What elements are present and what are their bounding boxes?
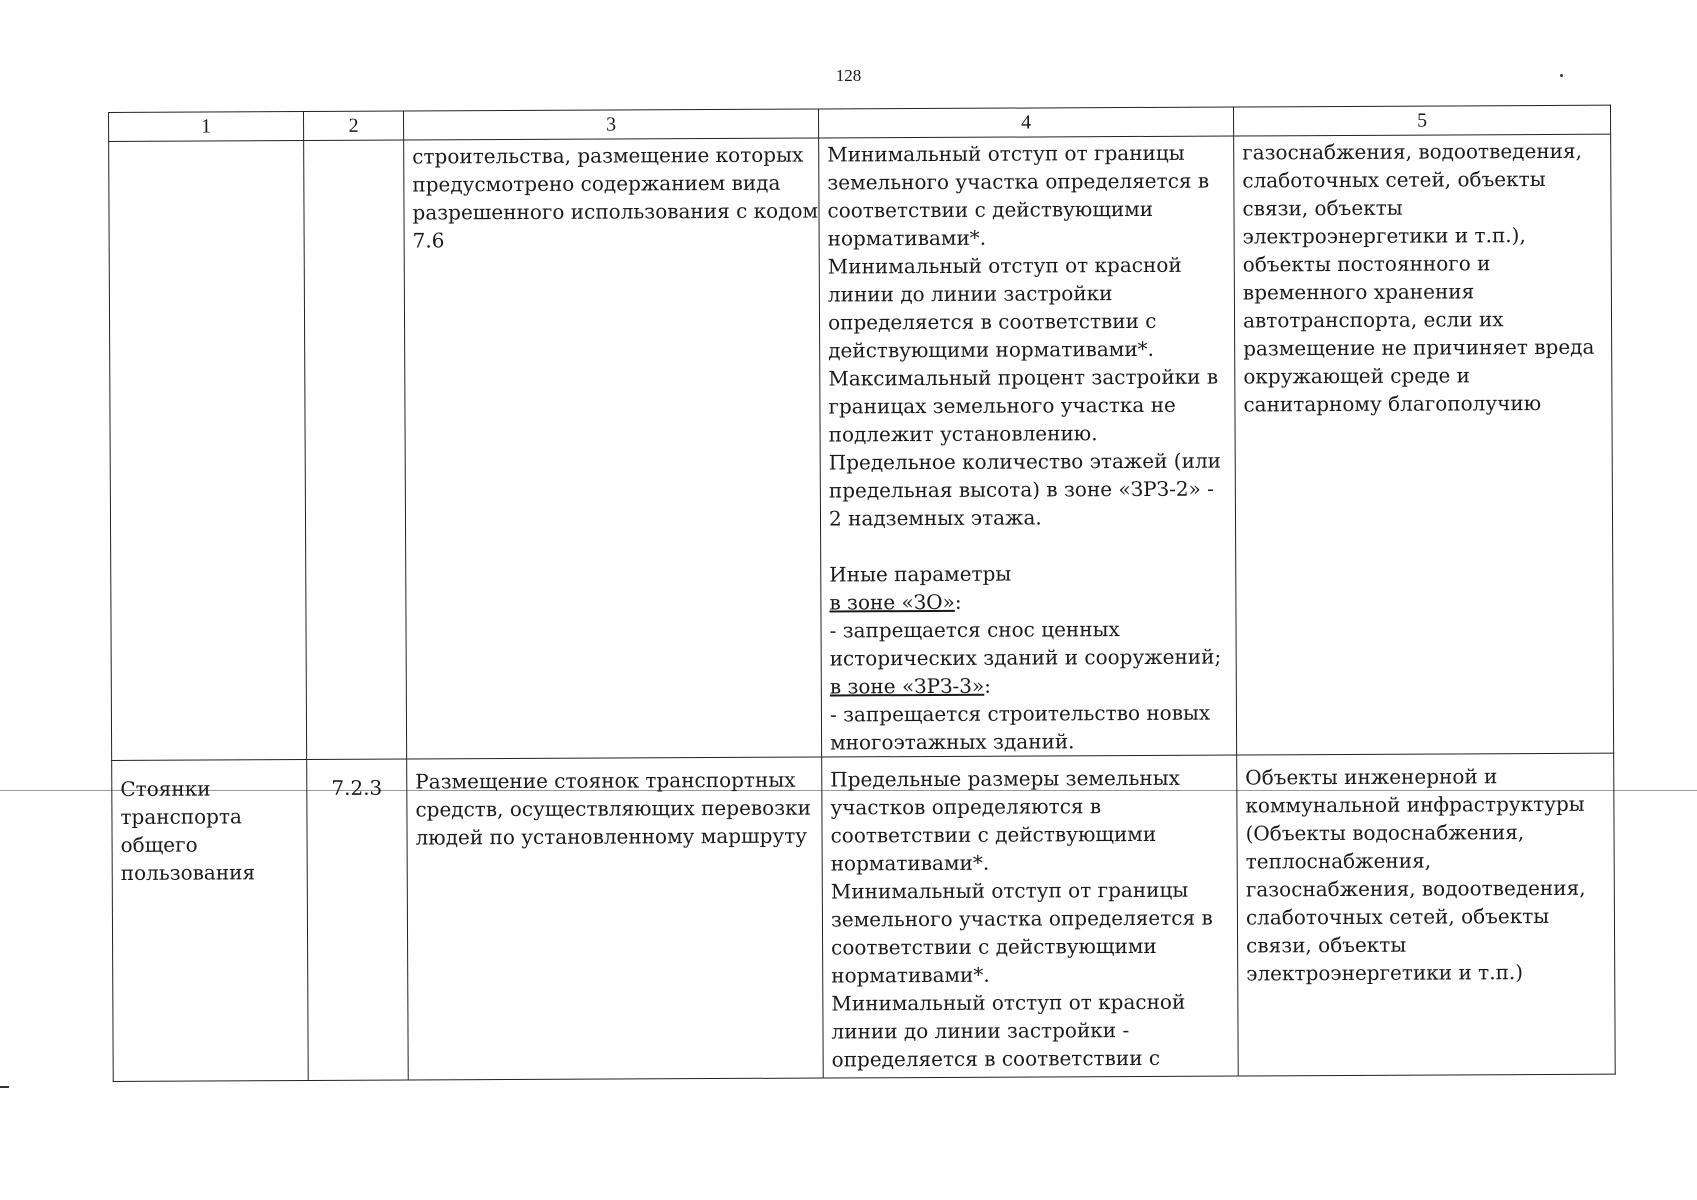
text-line: Предельное количество этажей (или	[828, 448, 1222, 475]
text-line: газоснабжения, водоотведения,	[1245, 875, 1586, 902]
text-line: определяется в соответствии с	[827, 308, 1157, 335]
text-line: газоснабжения, водоотведения,	[1242, 138, 1582, 165]
text-line: соответствии с действующими	[831, 933, 1157, 960]
text-line: общего	[120, 832, 198, 857]
text-line: подлежит установлению.	[828, 421, 1098, 447]
text-line: электроэнергетики и т.п.),	[1242, 223, 1526, 249]
text-line: Минимальный отступ от границы	[830, 877, 1189, 904]
text-line: соответствии с действующими	[827, 196, 1154, 223]
text-line: линии до линии застройки	[827, 281, 1113, 307]
row1-col2-cell	[304, 140, 407, 759]
text-line: объекты постоянного и	[1242, 251, 1491, 277]
regulations-table	[108, 105, 1615, 1082]
text-line: средств, осуществляющих перевозки	[415, 795, 811, 822]
text-line: 2 надземных этажа.	[828, 505, 1042, 531]
row2-col4-cell	[822, 755, 1239, 1078]
table-row	[109, 134, 1614, 760]
header-col-1: 1	[109, 112, 304, 142]
text-line: временного хранения	[1242, 279, 1475, 305]
text-line: строительства, размещение которых	[412, 142, 804, 169]
text-line: слаботочных сетей, объекты	[1245, 903, 1550, 930]
scan-artifact-tick	[0, 1086, 9, 1088]
row1-col4-cell	[819, 136, 1237, 757]
text-line: Иные параметры	[829, 561, 1012, 587]
colon: :	[984, 673, 992, 698]
colon: :	[954, 589, 962, 614]
text-line: - запрещается строительство новых	[829, 700, 1211, 727]
text-line: нормативами*.	[830, 850, 990, 876]
text-line: Максимальный процент застройки в	[828, 364, 1219, 391]
text-line: слаботочных сетей, объекты	[1242, 166, 1546, 193]
text-line: Минимальный отступ от границы	[827, 140, 1185, 167]
text-line: коммунальной инфраструктуры	[1245, 791, 1585, 818]
text-line: санитарному благополучию	[1243, 391, 1542, 417]
text-line: Минимальный отступ от красной	[831, 989, 1186, 1016]
text-line: многоэтажных зданий.	[830, 729, 1075, 755]
header-col-3: 3	[403, 109, 818, 140]
row1-col3-cell	[404, 138, 822, 759]
text-line: электроэнергетики и т.п.)	[1246, 960, 1524, 986]
text-line: теплоснабжения,	[1245, 848, 1432, 874]
header-col-4: 4	[818, 107, 1233, 138]
text-line: соответствии с действующими	[830, 821, 1157, 848]
text-line: транспорта	[120, 804, 242, 829]
text-line: окружающей среде и	[1243, 363, 1471, 389]
scan-speck	[1560, 74, 1563, 77]
zone-zo-heading	[829, 587, 1227, 617]
text-line: автотранспорта, если их	[1242, 307, 1504, 333]
row2-col5-cell	[1237, 753, 1616, 1076]
header-col-2: 2	[304, 111, 404, 140]
text-line: пользования	[120, 860, 256, 885]
row1-col1-cell	[109, 141, 307, 761]
text-line: линии до линии застройки -	[831, 1018, 1130, 1044]
table-row	[112, 753, 1616, 1081]
text-line: определяется в соответствии с	[831, 1045, 1161, 1072]
row2-col3-cell	[407, 757, 824, 1080]
text-line: - запрещается снос ценных	[829, 617, 1120, 643]
zone-zrz3-heading	[830, 671, 1228, 701]
text-line: Предельные размеры земельных	[830, 765, 1180, 792]
text-line: связи, объекты	[1242, 195, 1403, 221]
zone-zrz3-label: в зоне «ЗРЗ-3»	[829, 673, 985, 699]
land-use-code: 7.2.3	[331, 775, 383, 800]
row2-col1-cell	[112, 760, 309, 1082]
text-line: земельного участка определяется в	[830, 905, 1213, 932]
page-number: 128	[835, 66, 862, 85]
row1-col5-cell	[1234, 134, 1614, 755]
text-line: предельная высота) в зоне «ЗРЗ-2» -	[828, 476, 1214, 503]
text-line: нормативами*.	[827, 225, 987, 251]
text-line: земельного участка определяется в	[827, 168, 1210, 195]
text-line: исторических зданий и сооружений;	[829, 644, 1222, 671]
header-col-5: 5	[1233, 105, 1610, 136]
text-line: размещение не причиняет вреда	[1243, 334, 1595, 361]
text-line: Минимальный отступ от красной	[827, 252, 1182, 279]
text-line: Объекты инженерной и	[1245, 764, 1498, 790]
text-line: людей по установленному маршруту	[415, 823, 808, 850]
row2-col2-cell	[307, 759, 409, 1080]
text-line: участков определяются в	[830, 794, 1102, 820]
text-line: Размещение стоянок транспортных	[415, 767, 796, 794]
zone-zo-label: в зоне «ЗО»	[829, 589, 955, 615]
blank-line	[829, 531, 1227, 561]
text-line: связи, объекты	[1246, 932, 1407, 958]
text-line: границах земельного участка не	[828, 392, 1176, 419]
text-line: действующими нормативами*.	[828, 336, 1155, 363]
text-line: (Объекты водоснабжения,	[1245, 820, 1525, 846]
text-line: нормативами*.	[831, 962, 990, 988]
text-line: 7.6	[412, 228, 445, 253]
text-line: предусмотрено содержанием вида	[412, 170, 781, 197]
text-line: Стоянки	[120, 776, 211, 801]
text-line: разрешенного использования с кодом	[412, 198, 819, 225]
